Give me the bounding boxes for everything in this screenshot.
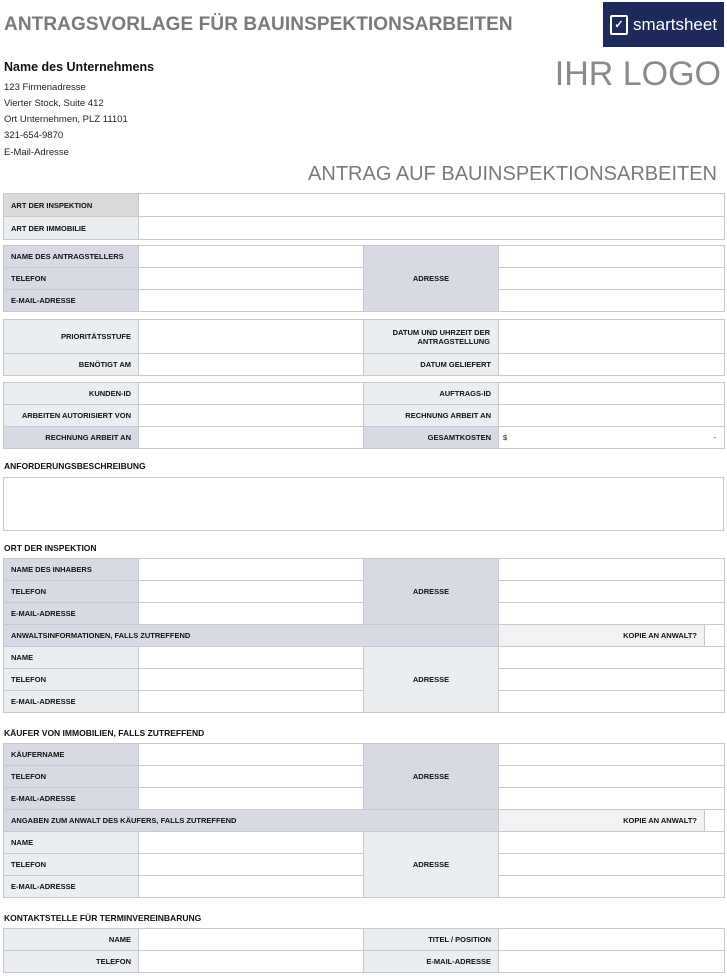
gesamtkosten-amount: - <box>713 433 716 442</box>
buyer-anwalt-info-label: ANGABEN ZUM ANWALT DES KÄUFERS, FALLS ZUTREFFEND <box>4 810 499 832</box>
benoetigt-label: BENÖTIGT AM <box>4 354 139 376</box>
applicant-email-label: E-MAIL-ADRESSE <box>4 290 139 312</box>
checkmark-icon: ✓ <box>610 15 628 35</box>
buyer-email-label: E-MAIL-ADRESSE <box>4 788 139 810</box>
rechnung-field-2[interactable] <box>499 405 725 427</box>
applicant-telefon-label: TELEFON <box>4 268 139 290</box>
contact-table <box>3 928 725 973</box>
art-immobilie-field[interactable] <box>139 217 725 240</box>
auftrags-id-label: AUFTRAGS-ID <box>364 383 499 405</box>
applicant-table <box>3 245 725 312</box>
anwalt-telefon-field[interactable] <box>139 669 364 691</box>
geliefert-label: DATUM GELIEFERT <box>364 354 499 376</box>
inspection-type-table <box>3 193 725 240</box>
page-title: ANTRAGSVORLAGE FÜR BAUINSPEKTIONSARBEITEN <box>4 14 513 35</box>
kaeufername-label: KÄUFERNAME <box>4 744 139 766</box>
buyer-adresse-line3[interactable] <box>499 788 725 810</box>
contact-titel-label: TITEL / POSITION <box>364 929 499 951</box>
kunden-id-label: KUNDEN-ID <box>4 383 139 405</box>
contact-email-label: E-MAIL-ADRESSE <box>364 951 499 973</box>
buyer-adresse-line1[interactable] <box>499 744 725 766</box>
anwalt-adresse-line2[interactable] <box>499 669 725 691</box>
prioritaet-label: PRIORITÄTSSTUFE <box>4 320 139 354</box>
datum-antrag-label: DATUM UND UHRZEIT DER ANTRAGSTELLUNG <box>364 320 499 354</box>
buyer-anwalt-email-field[interactable] <box>139 876 364 898</box>
buyer-adresse-label: ADRESSE <box>364 744 499 810</box>
location-table <box>3 558 725 713</box>
applicant-email-field[interactable] <box>139 290 364 312</box>
location-email-label: E-MAIL-ADRESSE <box>4 603 139 625</box>
location-adresse-line3[interactable] <box>499 603 725 625</box>
contact-titel-field[interactable] <box>499 929 725 951</box>
buyer-anwalt-name-label: NAME <box>4 832 139 854</box>
antragsteller-label: NAME DES ANTRAGSTELLERS <box>4 246 139 268</box>
benoetigt-field[interactable] <box>139 354 364 376</box>
gesamtkosten-field[interactable] <box>499 427 725 449</box>
kopie-anwalt-label: KOPIE AN ANWALT? <box>499 625 705 647</box>
contact-telefon-label: TELEFON <box>4 951 139 973</box>
anwalt-adresse-label: ADRESSE <box>364 647 499 713</box>
buyer-anwalt-adresse-line2[interactable] <box>499 854 725 876</box>
applicant-adresse-line3[interactable] <box>499 290 725 312</box>
brand-name: smartsheet <box>632 14 718 34</box>
antragsteller-field[interactable] <box>139 246 364 268</box>
location-telefon-field[interactable] <box>139 581 364 603</box>
kaeufername-field[interactable] <box>139 744 364 766</box>
art-immobilie-label: ART DER IMMOBILIE <box>4 217 139 240</box>
inhaber-field[interactable] <box>139 559 364 581</box>
company-city: Ort Unternehmen, PLZ 11101 <box>4 114 128 125</box>
art-inspektion-label: ART DER INSPEKTION <box>4 194 139 217</box>
rechnung-field-1[interactable] <box>139 427 364 449</box>
form-title: ANTRAG AUF BAUINSPEKTIONSARBEITEN <box>308 163 717 185</box>
location-heading: ORT DER INSPEKTION <box>4 543 97 553</box>
anwalt-adresse-line3[interactable] <box>499 691 725 713</box>
anwalt-email-field[interactable] <box>139 691 364 713</box>
anwalt-email-label: E-MAIL-ADRESSE <box>4 691 139 713</box>
prioritaet-field[interactable] <box>139 320 364 354</box>
rechnung-label-1: RECHNUNG ARBEIT AN <box>4 427 139 449</box>
anwalt-info-label: ANWALTSINFORMATIONEN, FALLS ZUTREFFEND <box>4 625 499 647</box>
currency-symbol: $ <box>503 433 508 442</box>
contact-heading: KONTAKTSTELLE FÜR TERMINVEREINBARUNG <box>4 913 202 923</box>
buyer-telefon-field[interactable] <box>139 766 364 788</box>
anwalt-telefon-label: TELEFON <box>4 669 139 691</box>
anwalt-name-label: NAME <box>4 647 139 669</box>
anwalt-name-field[interactable] <box>139 647 364 669</box>
contact-email-field[interactable] <box>499 951 725 973</box>
buyer-anwalt-name-field[interactable] <box>139 832 364 854</box>
rechnung-label-2: RECHNUNG ARBEIT AN <box>364 405 499 427</box>
inhaber-label: NAME DES INHABERS <box>4 559 139 581</box>
buyer-kopie-anwalt-checkbox[interactable] <box>705 810 725 832</box>
buyer-adresse-line2[interactable] <box>499 766 725 788</box>
autorisiert-field[interactable] <box>139 405 364 427</box>
gesamtkosten-label: GESAMTKOSTEN <box>364 427 499 449</box>
applicant-adresse-label: ADRESSE <box>364 246 499 312</box>
priority-table <box>3 319 725 376</box>
logo-placeholder: IHR LOGO <box>554 55 721 93</box>
buyer-anwalt-adresse-line3[interactable] <box>499 876 725 898</box>
company-street: 123 Firmenadresse <box>4 82 86 93</box>
buyer-anwalt-email-label: E-MAIL-ADRESSE <box>4 876 139 898</box>
buyer-anwalt-telefon-field[interactable] <box>139 854 364 876</box>
auftrags-id-field[interactable] <box>499 383 725 405</box>
contact-name-field[interactable] <box>139 929 364 951</box>
location-adresse-line2[interactable] <box>499 581 725 603</box>
description-heading: ANFORDERUNGSBESCHREIBUNG <box>4 461 146 471</box>
anwalt-adresse-line1[interactable] <box>499 647 725 669</box>
buyer-kopie-anwalt-label: KOPIE AN ANWALT? <box>499 810 705 832</box>
company-phone: 321-654-9870 <box>4 130 64 141</box>
location-adresse-line1[interactable] <box>499 559 725 581</box>
geliefert-field[interactable] <box>499 354 725 376</box>
buyer-table <box>3 743 725 898</box>
location-email-field[interactable] <box>139 603 364 625</box>
autorisiert-label: ARBEITEN AUTORISIERT VON <box>4 405 139 427</box>
location-adresse-label: ADRESSE <box>364 559 499 625</box>
kunden-id-field[interactable] <box>139 383 364 405</box>
applicant-adresse-line2[interactable] <box>499 268 725 290</box>
contact-telefon-field[interactable] <box>139 951 364 973</box>
buyer-anwalt-telefon-label: TELEFON <box>4 854 139 876</box>
datum-antrag-field[interactable] <box>499 320 725 354</box>
applicant-adresse-line1[interactable] <box>499 246 725 268</box>
buyer-email-field[interactable] <box>139 788 364 810</box>
buyer-anwalt-adresse-line1[interactable] <box>499 832 725 854</box>
buyer-telefon-label: TELEFON <box>4 766 139 788</box>
buyer-anwalt-adresse-label: ADRESSE <box>364 832 499 898</box>
art-inspektion-field[interactable] <box>139 194 725 217</box>
company-suite: Vierter Stock, Suite 412 <box>4 98 104 109</box>
company-email: E-Mail-Adresse <box>4 147 69 158</box>
buyer-heading: KÄUFER VON IMMOBILIEN, FALLS ZUTREFFEND <box>4 728 205 738</box>
kopie-anwalt-checkbox[interactable] <box>705 625 725 647</box>
applicant-telefon-field[interactable] <box>139 268 364 290</box>
billing-table <box>3 382 725 449</box>
company-name: Name des Unternehmens <box>4 60 155 74</box>
contact-name-label: NAME <box>4 929 139 951</box>
location-telefon-label: TELEFON <box>4 581 139 603</box>
brand-logo <box>603 2 724 47</box>
description-textbox[interactable] <box>3 477 724 531</box>
